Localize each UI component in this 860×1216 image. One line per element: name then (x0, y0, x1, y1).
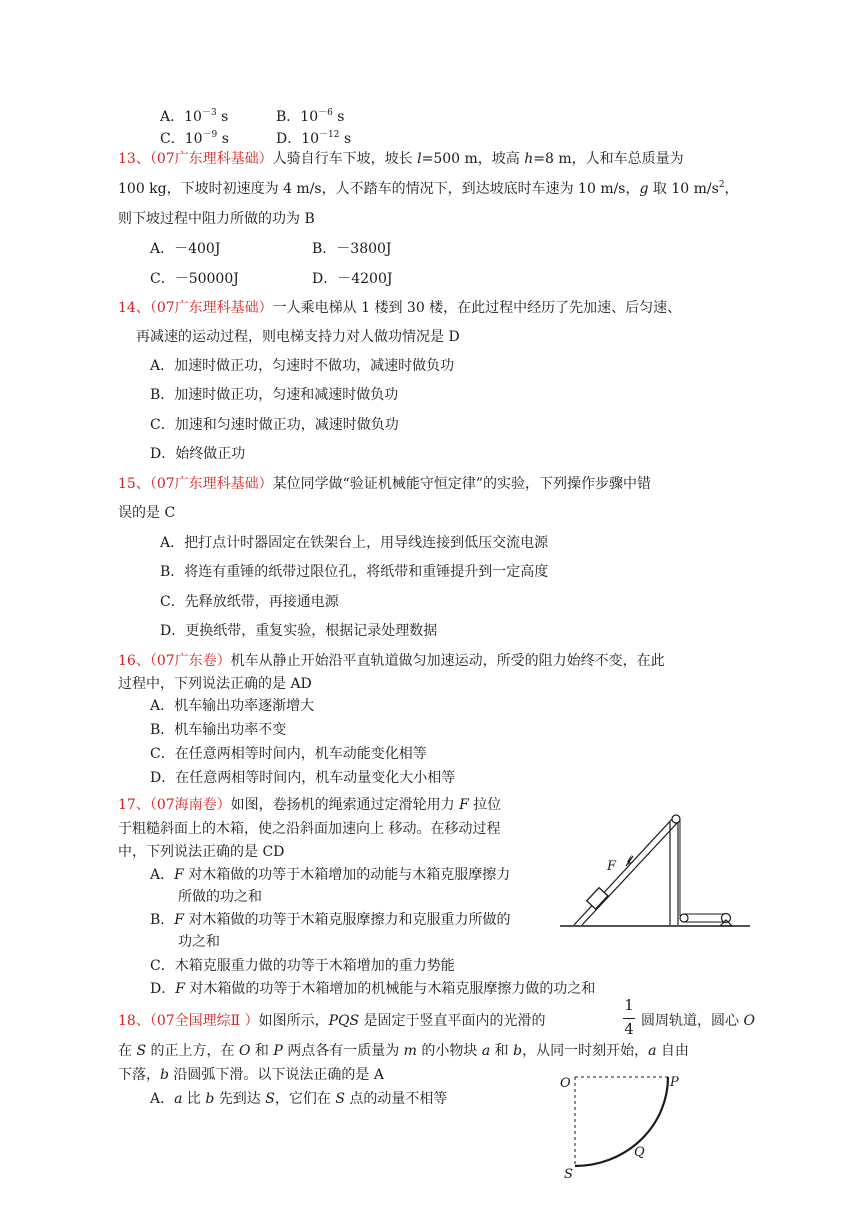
q14-source: （07广东理科基础） (149, 300, 273, 316)
q17-option-b-cont: 功之和 (178, 934, 220, 950)
q12-option-d: D．$10^{-12}$ s (276, 130, 352, 147)
q17-option-a-cont: 所做的功之和 (178, 889, 262, 905)
q16-number: 16、 (118, 653, 150, 669)
q16-option-d: D．在任意两相等时间内，机车动量变化大小相等 (150, 770, 456, 786)
force-label-F: F (607, 859, 617, 874)
q17-option-d: D．F 对木箱做的功等于木箱增加的机械能与木箱克服摩擦力做的功之和 (150, 981, 596, 997)
q17-source: （07海南卷） (149, 797, 231, 813)
q13-option-d: D．－4200J (312, 271, 393, 287)
q14-option-c: C．加速和匀速时做正功，减速时做负功 (150, 417, 399, 433)
q14-option-d: D．始终做正功 (150, 446, 246, 462)
q18-line-2: 在 S 的正上方，在 O 和 P 两点各有一质量为 m 的小物块 a 和 b，从同一时刻开始，a 自由 (118, 1043, 689, 1059)
wooden-box (587, 888, 608, 909)
q14-line-2: 再减速的运动过程，则电梯支持力对人做功情况是 D (136, 329, 460, 345)
q14-option-b: B．加速时做正功，匀速和减速时做负功 (150, 387, 399, 403)
q14-line-1: 14、（07广东理科基础）一人乘电梯从 1 楼到 30 楼，在此过程中经历了先加速、后匀速、 (118, 300, 682, 316)
q13-option-b: B．－3800J (312, 241, 392, 257)
q13-line-2: 100 kg，下坡时初速度为 4 m/s，人不踏车的情况下，到达坡底时车速为 10 m/s，g 取 10 $m/s^2$， (118, 180, 739, 197)
q13-line-1: 13、（07广东理科基础）人骑自行车下坡，坡长 l=500 m，坡高 h=8 m，人和车总质量为 (118, 151, 684, 167)
pulley-top (672, 815, 680, 823)
q18-line-1: 18、（07全国理综Ⅱ ）如图所示，PQS 是固定于竖直平面内的光滑的 (118, 1013, 546, 1029)
q15-source: （07广东理科基础） (149, 476, 273, 492)
label-Q: Q (634, 1145, 645, 1160)
q17-incline-figure (560, 812, 750, 932)
incline-upper-edge (582, 821, 679, 925)
q13-number: 13、 (118, 151, 150, 167)
q18-line-3: 下落，b 沿圆弧下滑。以下说法正确的是 A (118, 1067, 384, 1083)
winch-drum (722, 914, 731, 923)
q15-option-c: C．先释放纸带，再接通电源 (160, 594, 339, 610)
q16-line-2: 过程中，下列说法正确的是 AD (118, 676, 312, 692)
fraction-denominator: 4 (624, 1020, 634, 1038)
q14-option-a: A．加速时做正功，匀速时不做功，减速时做负功 (150, 358, 455, 374)
q16-source: （07广东卷） (149, 653, 231, 669)
q17-line-3: 中，下列说法正确的是 CD (118, 844, 285, 860)
q15-line-2: 误的是 C (118, 505, 176, 521)
q15-number: 15、 (118, 476, 150, 492)
q18-number: 18、 (118, 1013, 150, 1029)
pulley-bottom (680, 914, 688, 922)
q17-line-1: 17、（07海南卷）如图，卷扬机的绳索通过定滑轮用力 F 拉位 (118, 797, 502, 813)
label-O: O (560, 1076, 571, 1091)
q13-option-c: C．－50000J (150, 271, 239, 287)
q13-line-3: 则下坡过程中阻力所做的功为 B (118, 211, 315, 227)
q18-option-a: A．a 比 b 先到达 S，它们在 S 点的动量不相等 (150, 1091, 448, 1107)
q14-number: 14、 (118, 300, 150, 316)
q15-option-d: D．更换纸带，重复实验，根据记录处理数据 (160, 623, 438, 639)
q15-option-a: A．把打点计时器固定在铁架台上，用导线连接到低压交流电源 (160, 535, 549, 551)
q17-option-a: A．F 对木箱做的功等于木箱增加的动能与木箱克服摩擦力 (150, 867, 511, 883)
q17-option-b: B．F 对木箱做的功等于木箱克服摩擦力和克服重力所做的 (150, 912, 511, 928)
fraction-numerator: 1 (624, 996, 634, 1014)
q17-line-2: 于粗糙斜面上的木箱，使之沿斜面加速向上 移动。在移动过程 (118, 821, 501, 837)
q15-line-1: 15、（07广东理科基础）某位同学做“验证机械能守恒定律”的实验，下列操作步骤中错 (118, 476, 651, 492)
q16-option-a: A．机车输出功率逐渐增大 (150, 698, 315, 714)
q13-source: （07广东理科基础） (149, 151, 273, 167)
q17-option-c: C．木箱克服重力做的功等于木箱增加的重力势能 (150, 958, 455, 974)
quarter-arc-track (575, 1077, 668, 1166)
q12-option-a: A．$10^{-3}$ s (160, 108, 229, 125)
label-S: S (564, 1167, 573, 1182)
q16-option-c: C．在任意两相等时间内，机车动能变化相等 (150, 746, 427, 762)
label-P: P (670, 1075, 679, 1090)
q15-option-b: B．将连有重锤的纸带过限位孔，将纸带和重锤提升到一定高度 (160, 564, 549, 580)
q18-line-1-tail: 圆周轨道，圆心 O (641, 1013, 755, 1029)
q18-source: （07全国理综Ⅱ ） (149, 1013, 259, 1029)
q17-number: 17、 (118, 797, 150, 813)
q18-quarter-circle-figure (558, 1070, 688, 1182)
q12-option-c: C．$10^{-9}$ s (160, 130, 229, 147)
q16-line-1: 16、（07广东卷）机车从静止开始沿平直轨道做匀加速运动，所受的阻力始终不变，在此 (118, 653, 665, 669)
q13-option-a: A．－400J (150, 241, 221, 257)
incline-lower-edge (574, 818, 673, 925)
q16-option-b: B．机车输出功率不变 (150, 722, 287, 738)
q12-option-b: B．$10^{-6}$ s (276, 108, 345, 125)
